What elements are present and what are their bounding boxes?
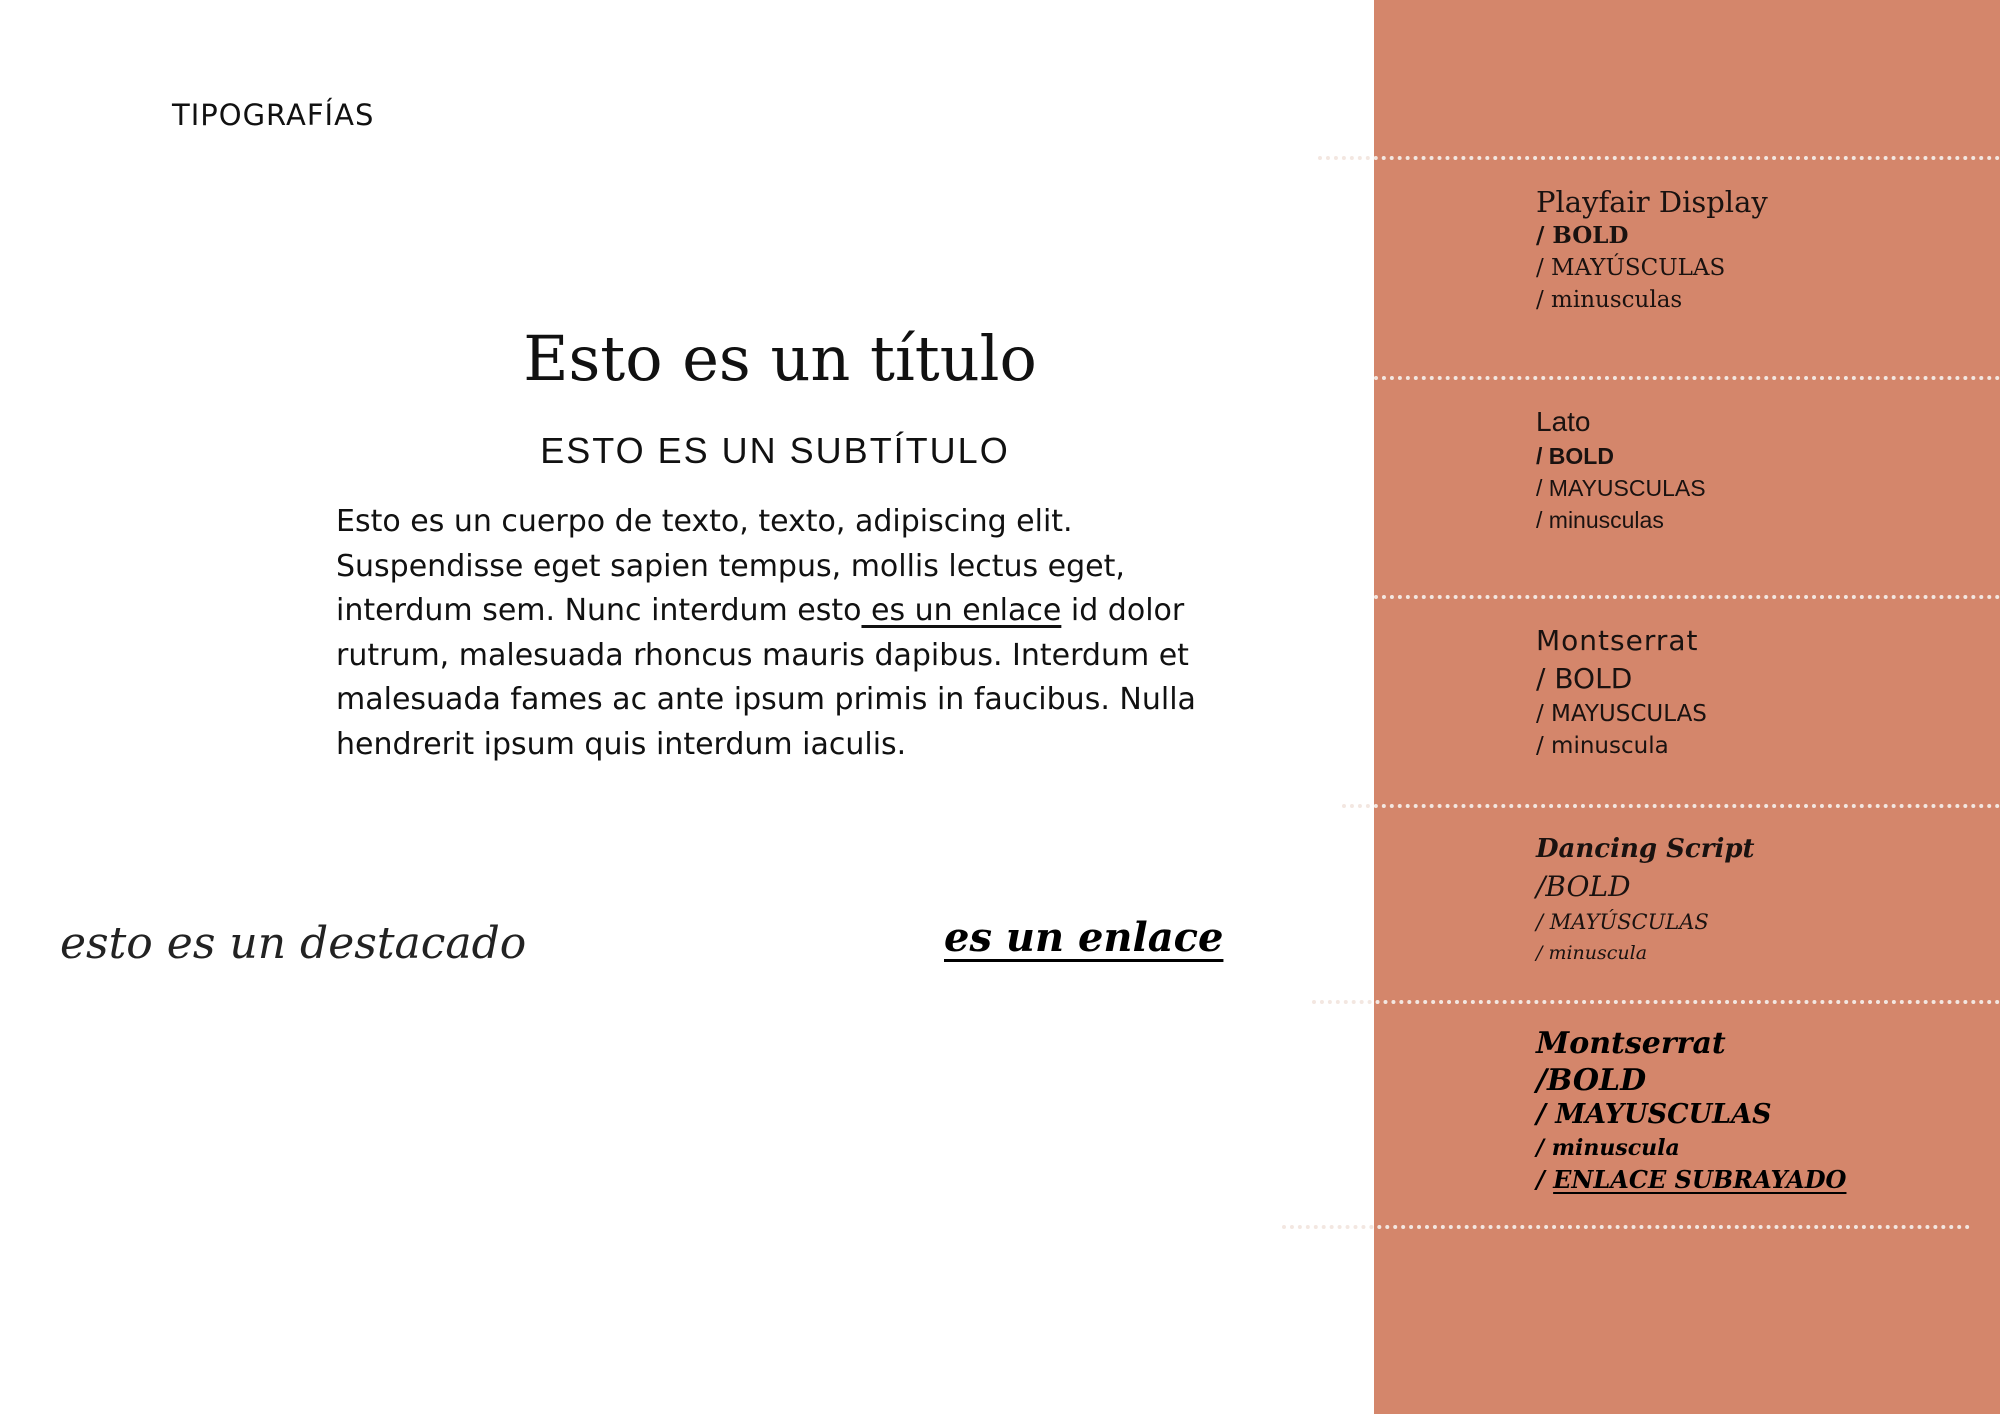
font-group-playfair [1536, 184, 1768, 316]
font-style-lowercase: / minuscula [1536, 942, 1648, 964]
font-name: Montserrat [1536, 1026, 1726, 1061]
font-group-montserrat-script [1536, 1024, 1846, 1196]
font-style-bold: / BOLD [1536, 222, 1629, 249]
font-style-underline-link [1536, 1164, 1846, 1196]
font-style-bold: / BOLD [1536, 443, 1614, 469]
font-style-bold: /BOLD [1536, 1063, 1647, 1098]
sample-body-link[interactable]: es un enlace [861, 593, 1062, 628]
sample-subtitle: ESTO ES UN SUBTÍTULO [540, 430, 1010, 471]
body-text-after-link: id dolor rutrum, malesuada rhoncus mauris dapibus. Interdum et malesuada fames ac ante ipsum primis in faucibus. Nulla hendrerit ipsum quis interdum iaculis. [336, 593, 1196, 762]
font-name: Playfair Display [1536, 185, 1768, 219]
divider [1374, 595, 2000, 599]
font-style-uppercase: / MAYUSCULAS [1536, 701, 1707, 727]
font-name: Montserrat [1536, 624, 1699, 657]
font-group-lato [1536, 404, 1706, 536]
body-text-before-link: Esto es un cuerpo de texto, texto, adipiscing elit. Suspendisse eget sapien tempus, mollis lectus eget, interdum sem. Nunc interdum esto [336, 504, 1125, 628]
font-style-lowercase: / minusculas [1536, 507, 1664, 533]
font-style-uppercase: / MAYUSCULAS [1536, 475, 1706, 501]
font-style-uppercase: / MAYUSCULAS [1536, 1099, 1772, 1130]
underline-prefix: / [1536, 1165, 1554, 1194]
divider [1282, 1225, 1970, 1229]
section-heading: TIPOGRAFÍAS [172, 98, 375, 132]
font-style-bold: / BOLD [1536, 662, 1633, 695]
divider [1312, 1000, 2000, 1004]
divider [1342, 804, 2000, 808]
font-style-lowercase: / minuscula [1536, 733, 1669, 759]
font-group-montserrat [1536, 622, 1707, 762]
underlined-link-sample[interactable]: ENLACE SUBRAYADO [1553, 1165, 1847, 1194]
font-style-uppercase: / MAYÚSCULAS [1536, 255, 1726, 281]
font-name: Lato [1536, 406, 1591, 437]
divider [1318, 156, 2000, 160]
font-style-bold: /BOLD [1536, 870, 1631, 903]
sample-title: Esto es un título [523, 322, 1037, 395]
font-name: Dancing Script [1536, 834, 1755, 864]
font-group-dancing-script [1536, 830, 1755, 968]
sample-script-link[interactable]: es un enlace [944, 914, 1224, 961]
font-style-lowercase: / minuscula [1536, 1135, 1680, 1161]
sample-highlight: esto es un destacado [60, 918, 527, 969]
font-style-lowercase: / minusculas [1536, 287, 1683, 313]
sample-body-text [336, 500, 1256, 767]
font-style-uppercase: / MAYÚSCULAS [1536, 910, 1709, 934]
divider [1374, 376, 2000, 380]
